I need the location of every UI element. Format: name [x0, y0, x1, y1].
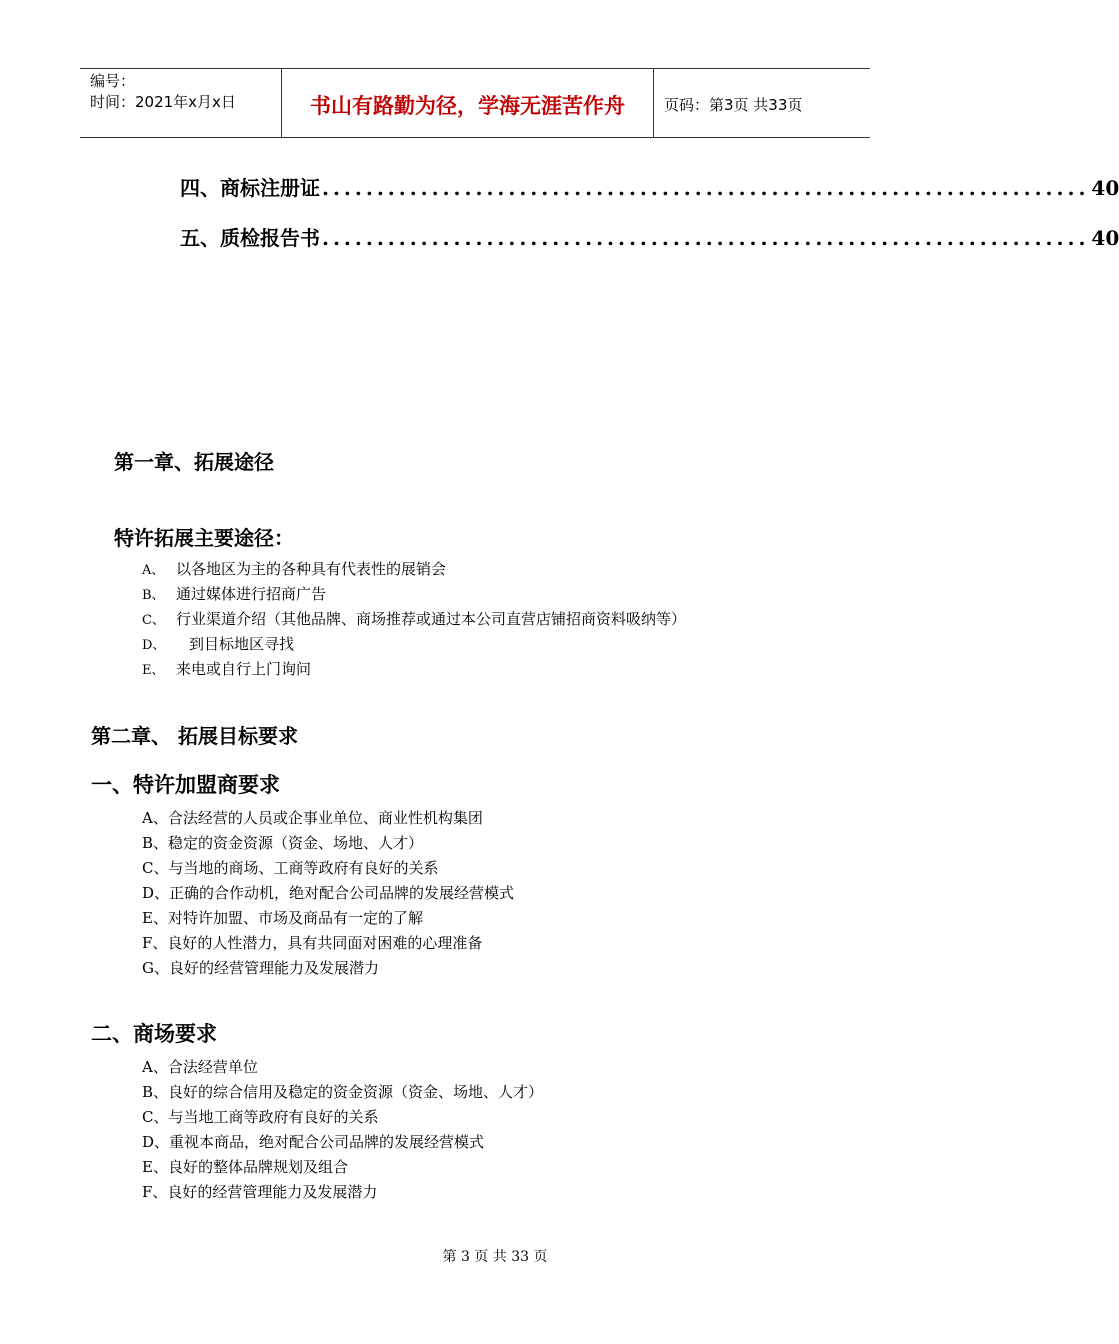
list-item — [142, 657, 686, 682]
header-motto: 书山有路勤为径，学海无涯苦作舟 — [282, 69, 654, 137]
list-item: F、良好的经营管理能力及发展潜力 — [142, 1183, 378, 1201]
list-item: B、良好的综合信用及稳定的资金资源（资金、场地、人才） — [142, 1083, 544, 1101]
chapter-1-subtitle: 特许拓展主要途径： — [114, 526, 294, 550]
list-item — [142, 582, 686, 607]
list-item: D、正确的合作动机，绝对配合公司品牌的发展经营模式 — [142, 884, 515, 902]
list-item: E、良好的整体品牌规划及组合 — [142, 1158, 348, 1176]
list-item-text: 通过媒体进行招商广告 — [176, 585, 327, 603]
page-footer: 第 3 页 共 33 页 — [442, 1249, 548, 1265]
list-marker: C、 — [142, 613, 165, 628]
list-item: A、合法经营单位 — [142, 1058, 258, 1076]
list-item-text: 来电或自行上门询问 — [176, 660, 312, 678]
list-item-text: 以各地区为主的各种具有代表性的展销会 — [176, 560, 447, 578]
list-item: C、与当地的商场、工商等政府有良好的关系 — [142, 859, 439, 877]
toc-entry-page: 40 — [1091, 176, 1119, 200]
header-page-info: 页码：第3页 共33页 — [664, 95, 803, 114]
page-header — [80, 68, 870, 138]
chapter-1-list — [142, 557, 686, 682]
list-marker: D、 — [142, 638, 166, 653]
chapter-1-title: 第一章、拓展途径 — [114, 450, 274, 474]
list-marker: A、 — [142, 563, 165, 578]
section-2-list — [142, 1055, 543, 1205]
toc-entry[interactable] — [180, 222, 1119, 251]
toc-entry-label: 五、质检报告书 — [180, 226, 320, 250]
list-item: C、与当地工商等政府有良好的关系 — [142, 1108, 379, 1126]
list-item — [142, 607, 686, 632]
list-item-text: 到目标地区寻找 — [189, 635, 295, 653]
section-2-title: 二、商场要求 — [91, 1022, 217, 1046]
doc-time-label: 时间：2021年x月x日 — [90, 93, 236, 111]
toc-entry[interactable] — [180, 172, 1119, 201]
list-item: E、对特许加盟、市场及商品有一定的了解 — [142, 909, 423, 927]
list-marker: B、 — [142, 588, 165, 603]
section-1-list — [142, 806, 514, 981]
header-meta-cell — [80, 69, 282, 137]
toc-entry-page: 40 — [1091, 226, 1119, 250]
toc-leader-dots: ...................................................................... — [322, 226, 1090, 250]
list-item — [142, 557, 686, 582]
list-item-text: 行业渠道介绍（其他品牌、商场推荐或通过本公司直营店铺招商资料吸纳等） — [176, 610, 687, 628]
section-1-title: 一、特许加盟商要求 — [91, 773, 280, 797]
list-marker: E、 — [142, 663, 165, 678]
doc-number-label: 编号： — [90, 72, 136, 90]
toc-leader-dots: ...................................................................... — [322, 176, 1090, 200]
list-item: F、良好的人性潜力，具有共同面对困难的心理准备 — [142, 934, 483, 952]
list-item: A、合法经营的人员或企事业单位、商业性机构集团 — [142, 809, 483, 827]
chapter-2-title: 第二章、 拓展目标要求 — [91, 724, 298, 748]
list-item: G、良好的经营管理能力及发展潜力 — [142, 959, 379, 977]
list-item — [142, 632, 686, 657]
list-item: D、重视本商品，绝对配合公司品牌的发展经营模式 — [142, 1133, 485, 1151]
list-item: B、稳定的资金资源（资金、场地、人才） — [142, 834, 424, 852]
toc-entry-label: 四、商标注册证 — [180, 176, 320, 200]
